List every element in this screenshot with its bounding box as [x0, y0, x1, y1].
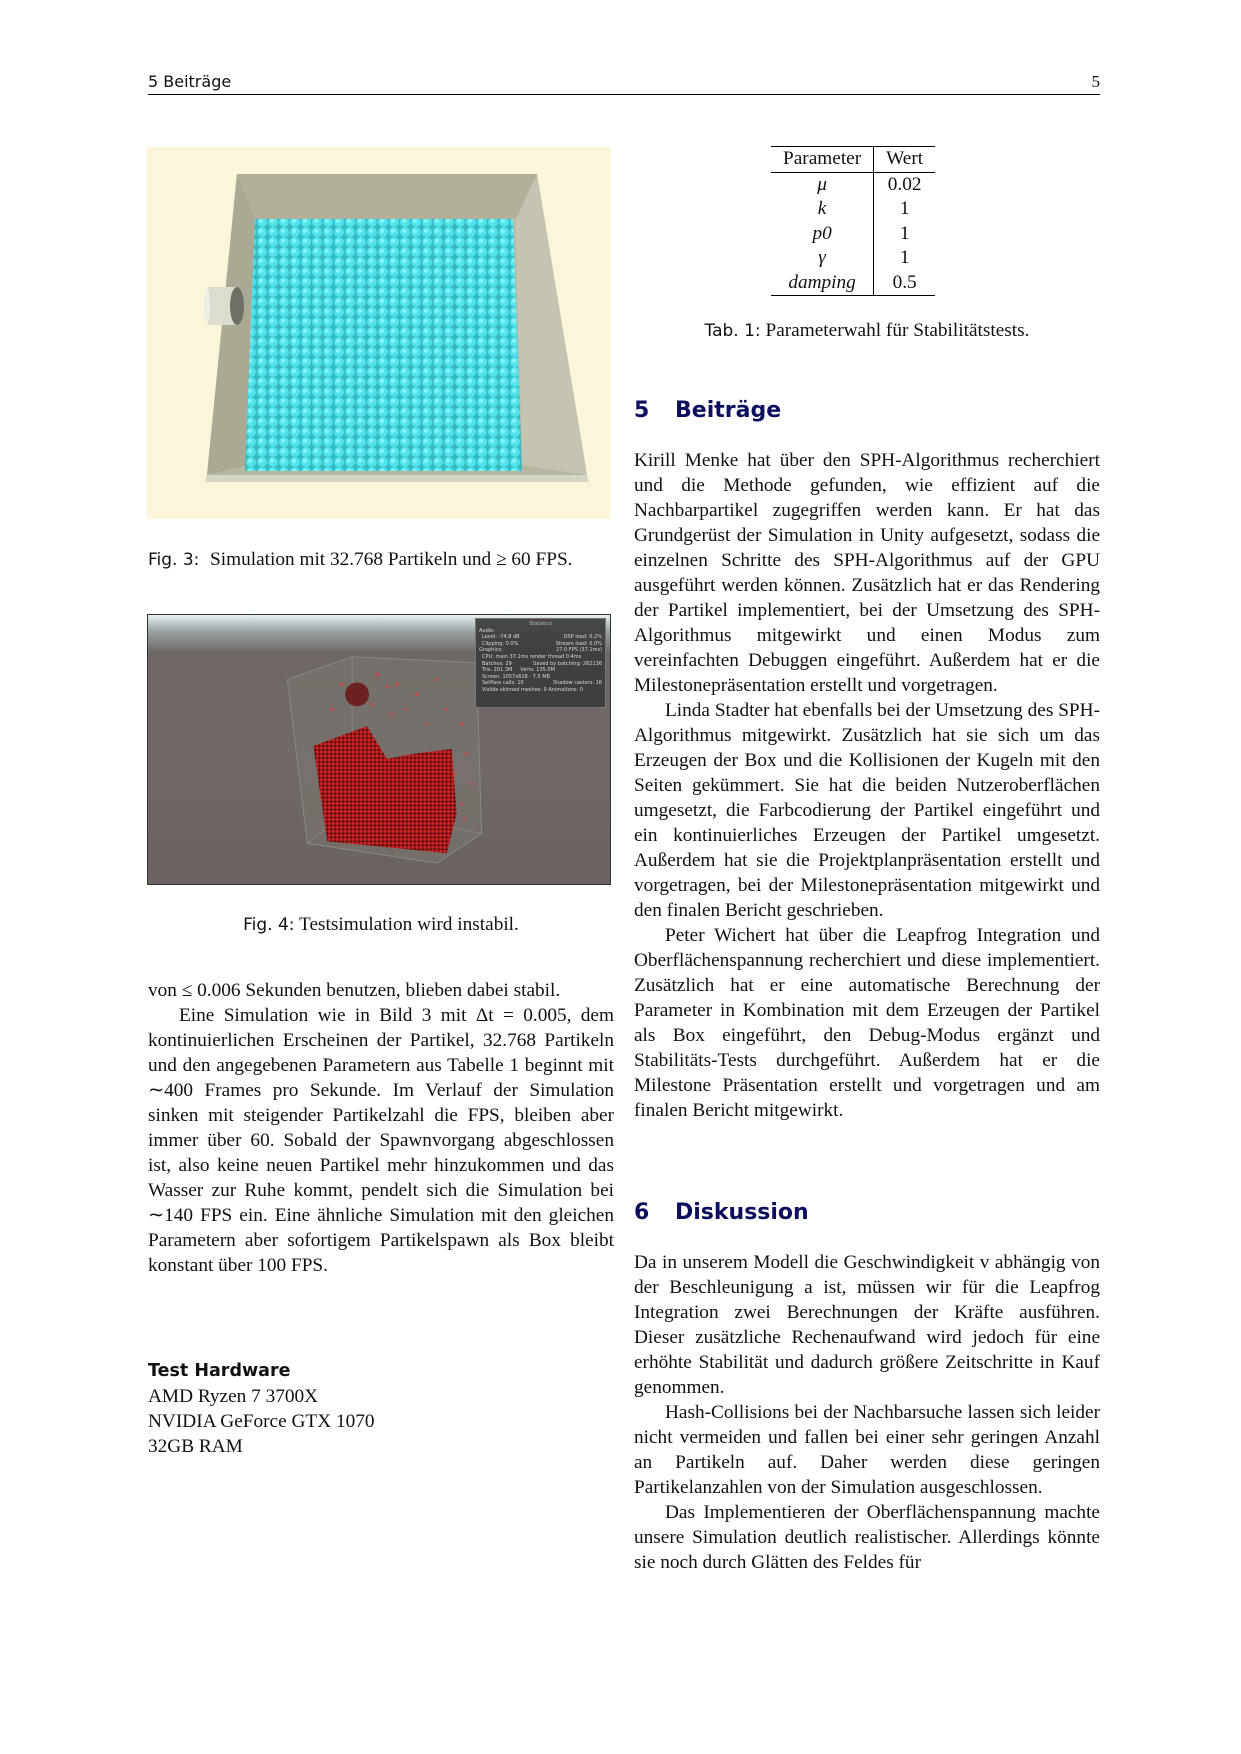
section-5-heading	[634, 398, 781, 423]
table-row	[771, 222, 935, 247]
table-row	[771, 246, 935, 271]
stats-saved-batching: Saved by batching: 262136	[533, 660, 602, 667]
page-number: 5	[1091, 72, 1100, 91]
statistics-overlay	[475, 618, 606, 708]
stats-graphics-label: Graphics:	[479, 647, 503, 654]
figure-3-caption-text: Simulation mit 32.768 Partikeln und ≥ 60 FPS.	[210, 549, 573, 570]
left-column-body	[148, 978, 614, 1278]
param-cell: k	[771, 197, 874, 222]
stats-skinned: Visible skinned meshes: 0 Animations: 0	[482, 686, 583, 693]
hardware-item: AMD Ryzen 7 3700X	[148, 1386, 319, 1407]
stats-verts: Verts: 135.0M	[520, 667, 555, 674]
hardware-item: 32GB RAM	[148, 1436, 243, 1457]
running-title: 5 Beiträge	[148, 72, 232, 91]
param-cell: damping	[771, 271, 874, 296]
section-number: 5	[634, 398, 650, 423]
figure-4-label: Fig. 4:	[243, 915, 295, 935]
param-cell: μ	[771, 172, 874, 197]
stats-screen: Screen: 1057x618 - 7.5 MB	[482, 673, 550, 680]
table-1-caption-text: Parameterwahl für Stabilitätstests.	[765, 320, 1030, 341]
param-cell: γ	[771, 246, 874, 271]
value-cell: 0.02	[887, 173, 922, 195]
stats-shadow-casters: Shadow casters: 16	[552, 680, 602, 687]
table-1-caption	[634, 318, 1100, 344]
stats-clipping: Clipping: 0.0%	[482, 640, 519, 647]
table-header-row	[771, 147, 935, 173]
fluid-simulation-render	[147, 147, 611, 519]
paragraph: Das Implementieren der Oberflächenspannung machte unsere Simulation deutlich realistischer. Allerdings könnte sie noch durch Glätten des Feldes für	[634, 1502, 1100, 1573]
figure-4-caption	[148, 912, 614, 938]
section-5-body	[634, 448, 1100, 1123]
paragraph: Peter Wichert hat über die Leapfrog Integration und Oberflächenspannung recherchiert und diese implementiert. Zusätzlich hat er eine automatische Berechnung der Parameter in Kombination mit dem Erzeugen der Partikel als Box eingeführt, den Debug-Modus ergänzt und Stabilitäts-Tests durchgeführt. Außerdem hat er die Milestone Präsentation erstellt und vorgetragen und am finalen Bericht mitgewirkt.	[634, 925, 1100, 1121]
paragraph: Da in unserem Modell die Geschwindigkeit v abhängig von der Beschleunigung a ist, müssen wir für die Leapfrog Integration zwei Berechnungen der Kräfte ausführen. Dieser zusätzliche Rechenaufwand wird jedoch für eine erhöhte Stabilität und dadurch größere Zeitschritte in Kauf genommen.	[634, 1252, 1100, 1398]
figure-3-caption	[148, 547, 614, 573]
value-cell: 1	[899, 247, 910, 268]
stats-fps: 27.0 FPS (37.1ms)	[556, 647, 602, 654]
test-hardware-title: Test Hardware	[148, 1361, 291, 1381]
stats-level: Level: -74.8 dB	[482, 634, 520, 641]
section-6-heading	[634, 1200, 809, 1225]
figure-4-image	[147, 614, 611, 885]
stats-batches: Batches: 29	[482, 660, 512, 667]
table-row	[771, 172, 935, 197]
paragraph: Eine Simulation wie in Bild 3 mit Δt = 0.005, dem kontinuierlichen Erscheinen der Partikel, 32.768 Partikeln und den angegebenen Parametern aus Tabelle 1 beginnt mit ∼400 Frames pro Sekunde. Im Verlauf der Simulation sinken mit steigender Partikelzahl die FPS, bleiben aber immer über 60. Sobald der Spawnvorgang abgeschlossen ist, also keine neuen Partikel mehr hinzukommen und das Wasser zur Ruhe kommt, pendelt sich die Simulation bei ∼140 FPS ein. Eine ähnliche Simulation mit den gleichen Parametern aber sofortigem Partikelspawn als Box bleibt konstant über 100 FPS.	[148, 1005, 614, 1276]
table-row	[771, 271, 935, 296]
stats-setpass: SetPass calls: 10	[482, 680, 524, 687]
stats-title: Statistics	[529, 621, 552, 627]
paragraph: Linda Stadter hat ebenfalls bei der Umsetzung des SPH-Algorithmus mitgewirkt. Zusätzlich hat sie sich um das Erzeugen der Box und die Kollisionen der Kugeln mit den Seiten gekümmert. Sie hat die beiden Nutzeroberflächen umgesetzt, die Farbcodierung der Partikel eingeführt und ein kontinuierliches Erzeugen der Partikel umgesetzt. Außerdem hat sie die Projektplanpräsentation erstellt und vorgetragen, bei der Milestonepräsentation mitgewirkt und den finalen Bericht geschrieben.	[634, 700, 1100, 921]
hardware-item: NVIDIA GeForce GTX 1070	[148, 1411, 375, 1432]
paragraph: von ≤ 0.006 Sekunden benutzen, blieben dabei stabil.	[148, 980, 561, 1001]
section-title: Beiträge	[675, 398, 782, 423]
value-cell: 1	[899, 198, 910, 219]
param-cell: p0	[771, 222, 874, 247]
parameter-table	[771, 146, 935, 296]
stats-audio-label: Audio:	[479, 627, 495, 634]
section-6-body	[634, 1250, 1100, 1575]
value-cell: 1	[899, 222, 910, 244]
table-1	[771, 146, 935, 296]
table-row	[771, 197, 935, 222]
column-header-wert: Wert	[886, 148, 924, 169]
figure-4-caption-text: Testsimulation wird instabil.	[299, 914, 519, 935]
value-cell: 0.5	[892, 271, 917, 293]
stats-dsp-load: DSP load: 0.2%	[563, 634, 602, 641]
table-1-label: Tab. 1:	[704, 321, 761, 341]
stats-tris: Tris: 201.3M	[482, 667, 513, 674]
section-number: 6	[634, 1200, 650, 1225]
stats-cpu: CPU: main 37.1ms render thread 0.4ms	[482, 653, 582, 660]
paragraph: Kirill Menke hat über den SPH-Algorithmus recherchiert und die Methode gefunden, wie effizient auf die Nachbarpartikel zugegriffen werden kann. Er hat das Grundgerüst der Simulation in Unity aufgesetzt, sodass die einzelnen Schritte des SPH-Algorithmus auf der GPU ausgeführt werden können. Zusätzlich hat er das Rendering der Partikel implementiert, bei der Umsetzung des SPH-Algorithmus mitgewirkt und einen Modus zum vereinfachten Debuggen eingeführt. Außerdem hat er die Milestonepräsentation erstellt und vorgetragen.	[634, 450, 1100, 696]
figure-3-image	[147, 147, 611, 519]
column-header-parameter: Parameter	[771, 147, 874, 173]
running-header	[148, 70, 1100, 95]
stats-stream-load: Stream load: 0.0%	[555, 640, 602, 647]
figure-3-label: Fig. 3:	[148, 550, 200, 570]
section-title: Diskussion	[675, 1200, 809, 1225]
test-hardware-block	[148, 1359, 614, 1459]
paragraph: Hash-Collisions bei der Nachbarsuche lassen sich leider nicht vermeiden und fallen bei einer sehr geringen Anzahl an Partikeln auf. Daher werden diese geringen Partikelanzahlen von der Simulation ausgeschlossen.	[634, 1402, 1100, 1498]
